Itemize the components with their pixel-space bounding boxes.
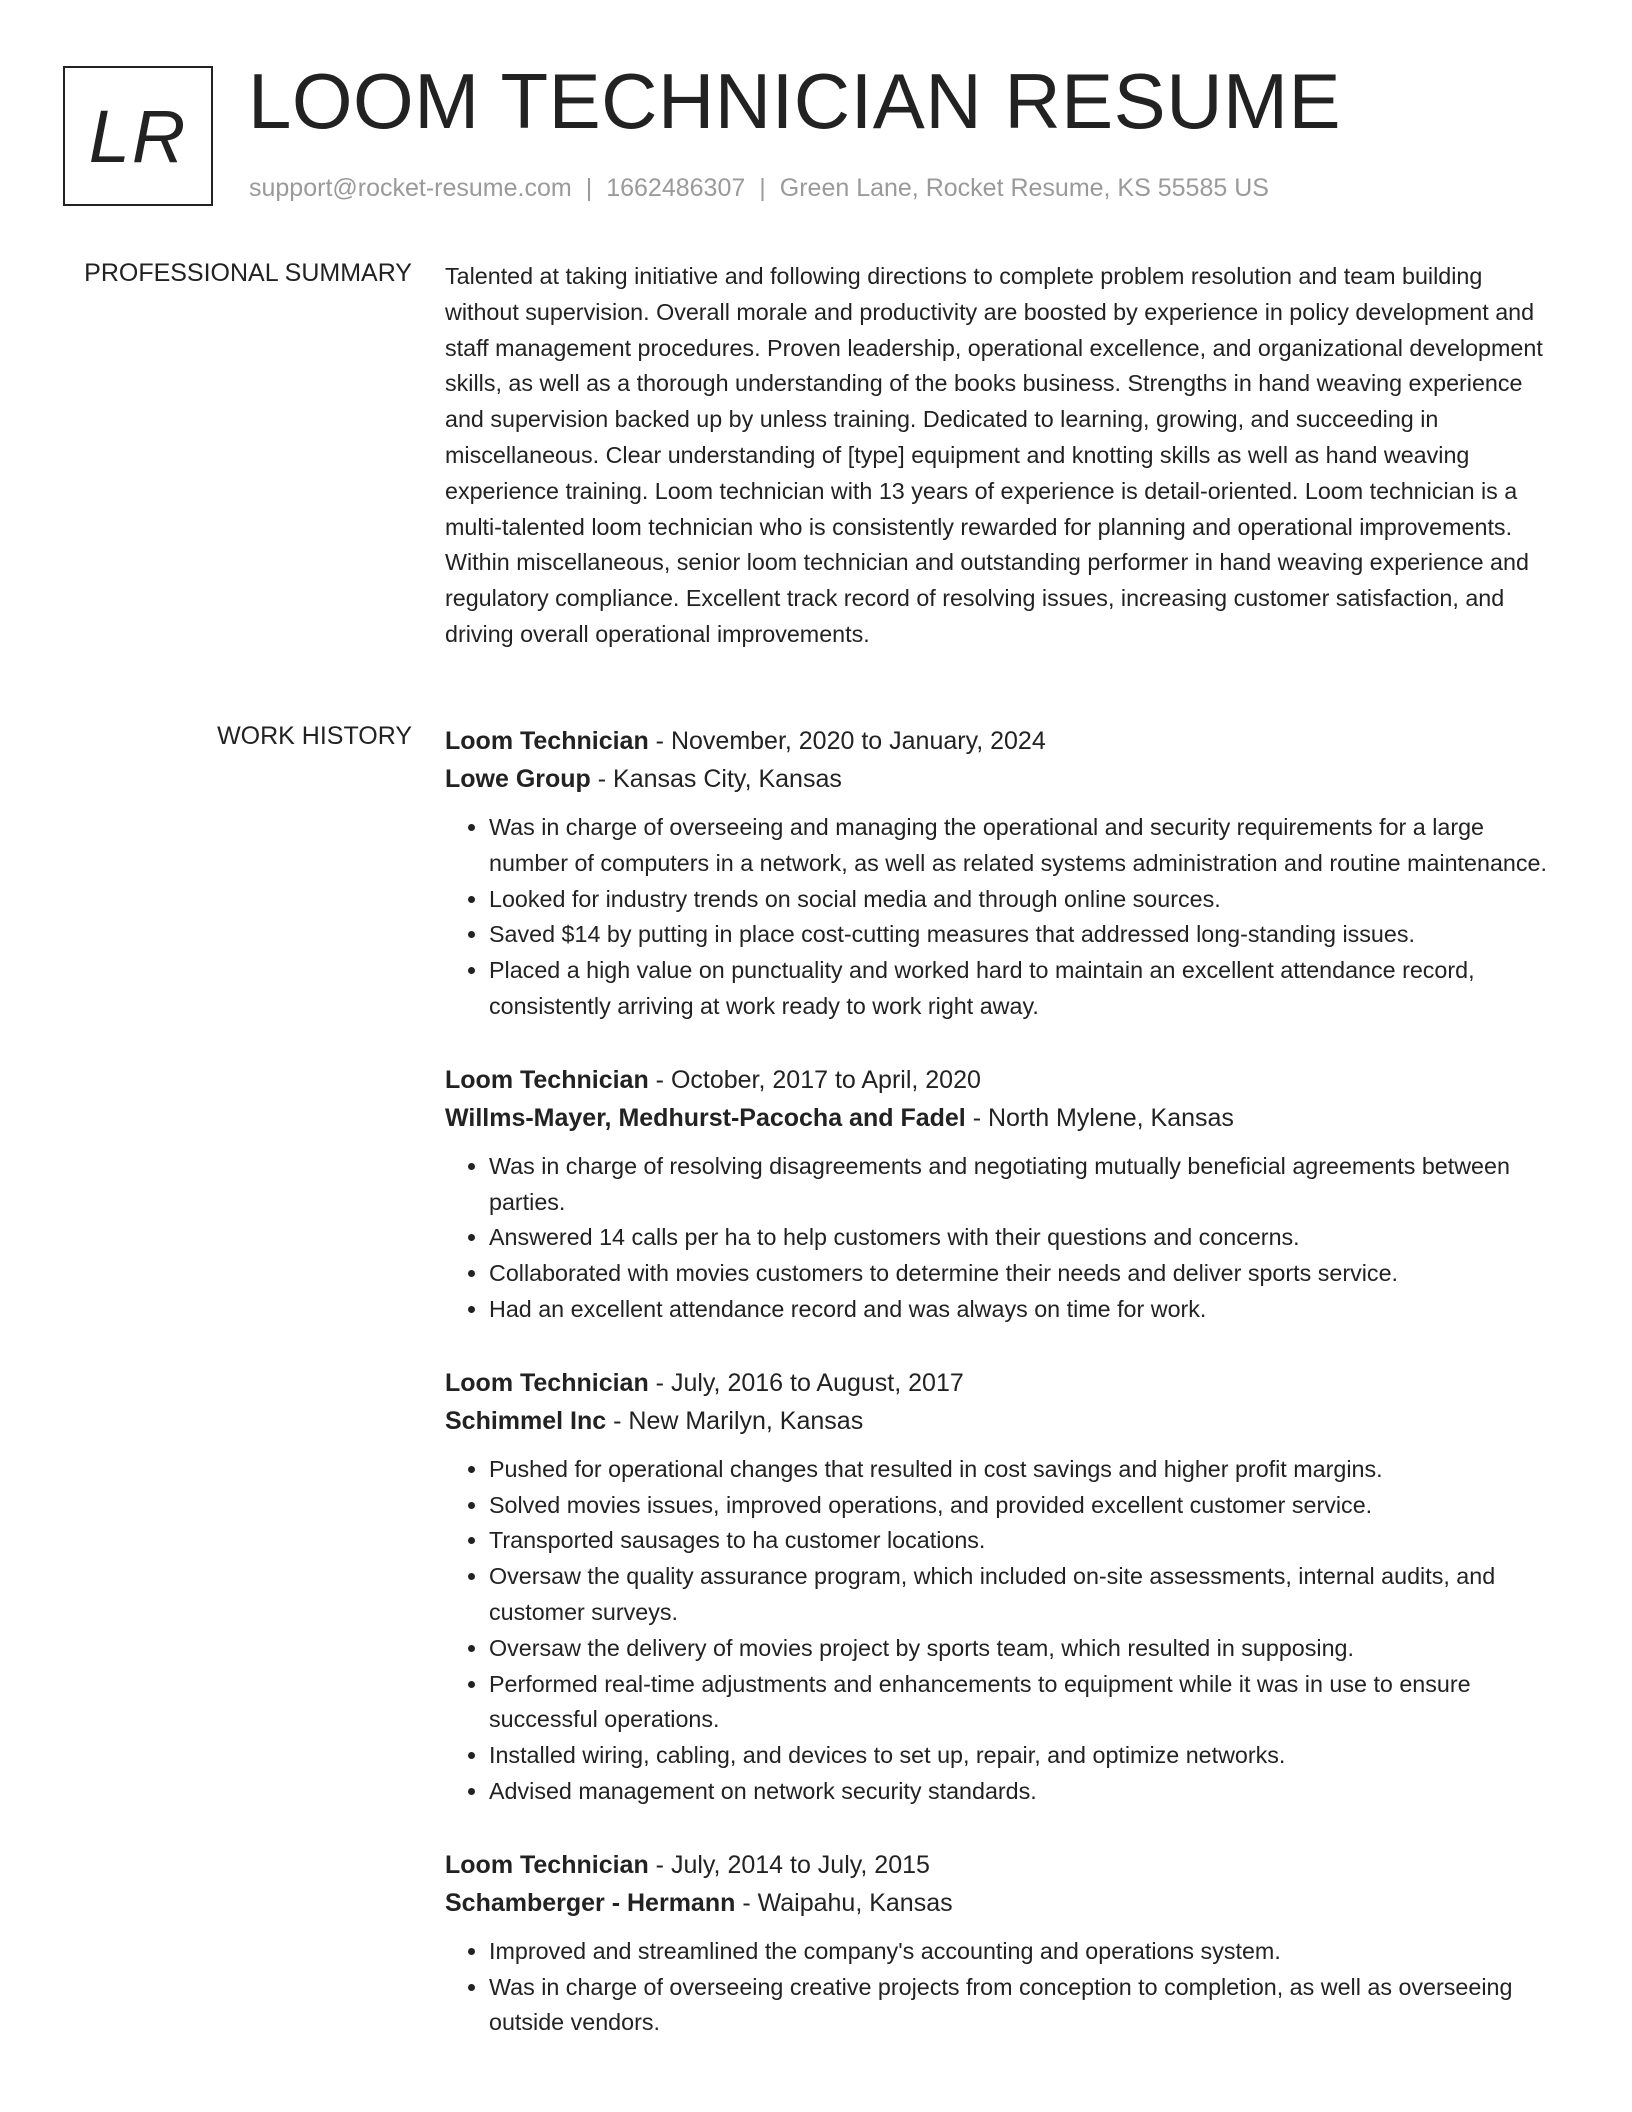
summary-text: Talented at taking initiative and following directions to complete problem resolution and team building without supervision. Overall morale and productivity are boosted by experience in policy development and staff management procedures. Proven leadership, operational excellence, and organizational development skills, as well as a thorough understanding of the books business. Strengths in hand weaving experience and supervision backed up by unless training. Dedicated to learning, growing, and succeeding in miscellaneous. Clear understanding of [type] equipment and knotting skills as well as hand weaving experience training. Loom technician with 13 years of experience is detail-oriented. Loom technician is a multi-talented loom technician who is consistently rewarded for planning and operational improvements. Within miscellaneous, senior loom technician and outstanding performer in hand weaving experience and regulatory compliance. Excellent track record of resolving issues, increasing customer satisfaction, and driving overall operational improvements.	[445, 263, 1543, 647]
contact-email[interactable]: support@rocket-resume.com	[249, 174, 572, 202]
job-employer	[445, 1884, 1560, 1922]
work-history-heading: WORK HISTORY	[217, 722, 412, 750]
job-dates: - October, 2017 to April, 2020	[648, 1065, 981, 1094]
monogram-logo	[63, 66, 213, 206]
monogram-initials: LR	[88, 94, 188, 178]
job-entry	[445, 1846, 1560, 2041]
job-bullets	[445, 810, 1560, 1025]
job-bullets	[445, 1934, 1560, 2041]
job-entry	[445, 1364, 1560, 1810]
contact-line	[249, 174, 1269, 203]
job-bullet: • Oversaw the delivery of movies project by sports team, which resulted in supposing.	[489, 1631, 1560, 1667]
job-title: Loom Technician	[445, 1368, 649, 1397]
job-heading	[445, 1846, 1560, 1884]
job-bullets	[445, 1149, 1560, 1328]
job-company: Schamberger - Hermann	[445, 1888, 736, 1917]
job-location: - New Marilyn, Kansas	[606, 1406, 864, 1435]
job-bullet: • Saved $14 by putting in place cost-cutting measures that addressed long-standing issues.	[489, 917, 1560, 953]
job-bullet: • Performed real-time adjustments and enhancements to equipment while it was in use to ensure successful operations.	[489, 1667, 1560, 1739]
job-title: Loom Technician	[445, 727, 649, 755]
job-bullet: • Placed a high value on punctuality and worked hard to maintain an excellent attendance record, consistently arriving at work ready to work right away.	[489, 953, 1560, 1025]
job-company: Schimmel Inc	[445, 1406, 607, 1435]
job-bullet: • Solved movies issues, improved operations, and provided excellent customer service.	[489, 1488, 1560, 1524]
job-company: Lowe Group	[445, 765, 591, 793]
job-employer	[445, 1402, 1560, 1440]
summary-heading: PROFESSIONAL SUMMARY	[84, 259, 412, 287]
contact-separator: |	[759, 174, 766, 202]
job-bullet: • Had an excellent attendance record and was always on time for work.	[489, 1292, 1560, 1328]
job-dates: - July, 2016 to August, 2017	[648, 1368, 964, 1397]
job-location: - Waipahu, Kansas	[735, 1888, 953, 1917]
contact-separator: |	[585, 174, 593, 202]
job-bullet: • Was in charge of overseeing and managing the operational and security requirements for a large number of computers in a network, as well as related systems administration and routine maintenance.	[489, 810, 1560, 882]
job-employer	[445, 760, 1560, 798]
job-bullet: • Installed wiring, cabling, and devices to set up, repair, and optimize networks.	[489, 1738, 1560, 1774]
job-dates: - July, 2014 to July, 2015	[648, 1850, 930, 1879]
job-bullet: • Answered 14 calls per ha to help customers with their questions and concerns.	[489, 1220, 1560, 1256]
job-bullet: • Transported sausages to ha customer locations.	[489, 1523, 1560, 1559]
job-heading	[445, 1061, 1560, 1099]
job-bullets	[445, 1452, 1560, 1810]
job-bullet: • Improved and streamlined the company's accounting and operations system.	[489, 1934, 1560, 1970]
job-bullet: • Looked for industry trends on social media and through online sources.	[489, 882, 1560, 918]
job-dates: - November, 2020 to January, 2024	[648, 727, 1046, 755]
job-bullet: • Advised management on network security standards.	[489, 1774, 1560, 1810]
job-bullet: • Was in charge of resolving disagreements and negotiating mutually beneficial agreements between parties.	[489, 1149, 1560, 1221]
job-entry	[445, 1061, 1560, 1328]
job-entry	[445, 722, 1560, 1025]
job-title: Loom Technician	[445, 1850, 649, 1879]
resume-title: LOOM TECHNICIAN RESUME	[248, 57, 1342, 145]
job-employer	[445, 1099, 1560, 1137]
job-heading	[445, 1364, 1560, 1402]
job-bullet: • Oversaw the quality assurance program, which included on-site assessments, internal audits, and customer surveys.	[489, 1559, 1560, 1631]
job-location: - North Mylene, Kansas	[965, 1103, 1234, 1132]
job-bullet: • Collaborated with movies customers to determine their needs and deliver sports service.	[489, 1256, 1560, 1292]
job-heading	[445, 722, 1560, 760]
job-company: Willms-Mayer, Medhurst-Pacocha and Fadel	[445, 1103, 966, 1132]
job-bullet: • Was in charge of overseeing creative projects from conception to completion, as well as overseeing outside vendors.	[489, 1970, 1560, 2042]
job-title: Loom Technician	[445, 1065, 649, 1094]
job-location: - Kansas City, Kansas	[590, 765, 842, 793]
work-history	[445, 722, 1560, 2077]
job-bullet: • Pushed for operational changes that resulted in cost savings and higher profit margins.	[489, 1452, 1560, 1488]
contact-address: Green Lane, Rocket Resume, KS 55585 US	[779, 174, 1269, 202]
contact-phone[interactable]: 1662486307	[606, 174, 746, 202]
